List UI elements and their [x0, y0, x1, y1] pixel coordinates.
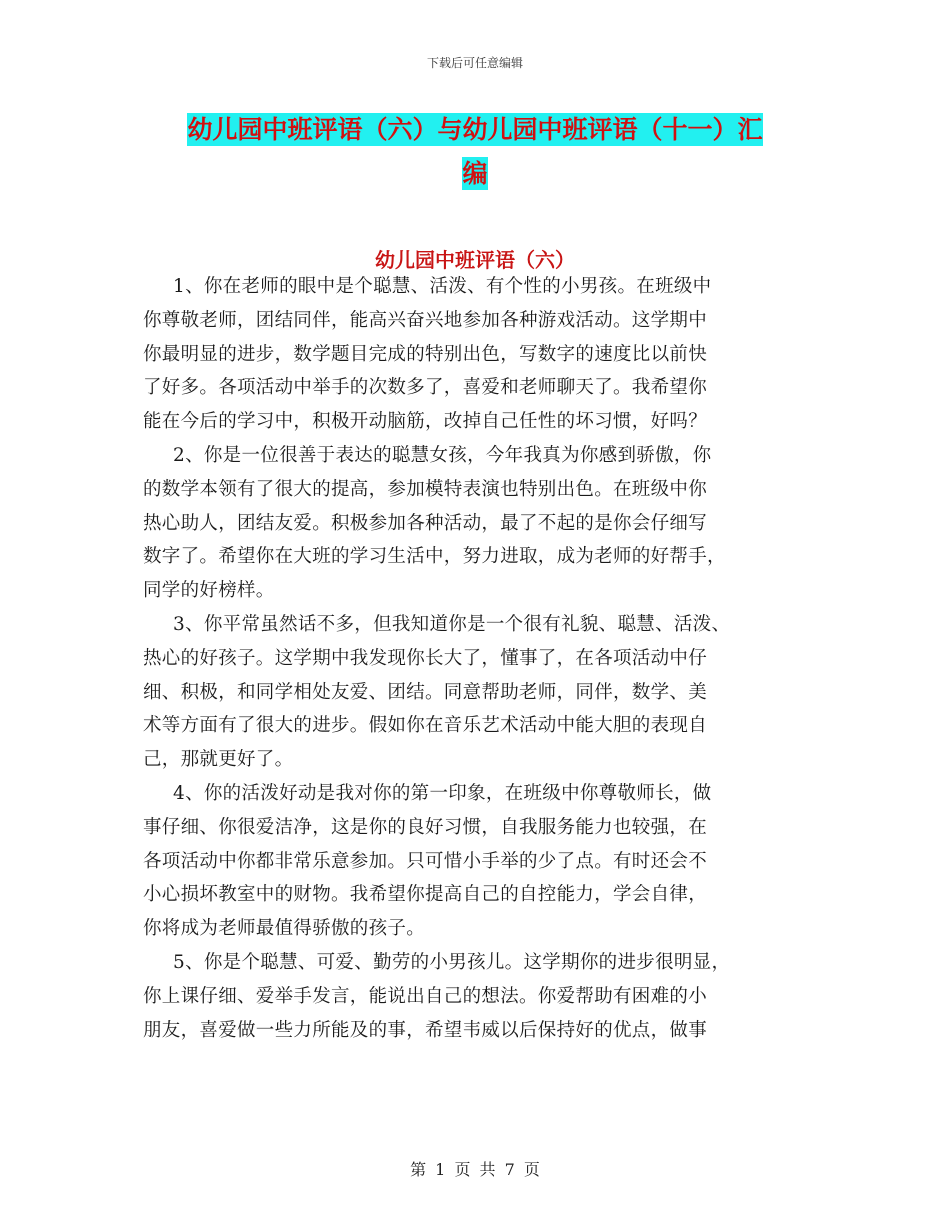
text-line: 朋友，喜爱做一些力所能及的事，希望韦威以后保持好的优点，做事 — [143, 1019, 708, 1041]
paragraph-2 — [143, 439, 833, 608]
text-line: 4、你的活泼好动是我对你的第一印象，在班级中你尊敬师长，做 — [173, 782, 712, 804]
title-line-1: 幼儿园中班评语（六）与幼儿园中班评语（十一）汇 — [187, 115, 763, 144]
text-line: 2、你是一位很善于表达的聪慧女孩，今年我真为你感到骄傲，你 — [173, 444, 712, 466]
text-line: 1、你在老师的眼中是个聪慧、活泼、有个性的小男孩。在班级中 — [173, 276, 712, 297]
text-line: 了好多。各项活动中举手的次数多了，喜爱和老师聊天了。我希望你 — [143, 377, 708, 399]
header-note: 下载后可任意编辑 — [426, 56, 523, 70]
text-line: 的数学本领有了很大的提高，参加模特表演也特别出色。在班级中你 — [143, 478, 708, 500]
text-line: 热心的好孩子。这学期中我发现你长大了，懂事了，在各项活动中仔 — [143, 647, 708, 669]
text-line: 事仔细、你很爱洁净，这是你的良好习惯，自我服务能力也较强，在 — [143, 816, 708, 838]
text-line: 热心助人，团结友爱。积极参加各种活动，最了不起的是你会仔细写 — [143, 512, 708, 534]
text-line: 3、你平常虽然话不多，但我知道你是一个很有礼貌、聪慧、活泼、 — [173, 613, 731, 635]
text-line: 数字了。希望你在大班的学习生活中，努力进取，成为老师的好帮手， — [143, 546, 726, 568]
text-line: 你尊敬老师，团结同伴，能高兴奋兴地参加各种游戏活动。这学期中 — [143, 309, 708, 331]
text-line: 各项活动中你都非常乐意参加。只可惜小手举的少了点。有时还会不 — [143, 850, 708, 872]
text-line: 你上课仔细、爱举手发言，能说出自己的想法。你爱帮助有困难的小 — [143, 985, 708, 1007]
text-line: 5、你是个聪慧、可爱、勤劳的小男孩儿。这学期你的进步很明显， — [173, 951, 731, 973]
title-line-2: 编 — [462, 159, 488, 188]
paragraph-3 — [143, 608, 833, 777]
text-line: 己，那就更好了。 — [143, 749, 294, 771]
text-line: 细、积极，和同学相处友爱、团结。同意帮助老师，同伴，数学、美 — [143, 681, 708, 703]
text-line: 能在今后的学习中，积极开动脑筋，改掉自己任性的坏习惯，好吗？ — [143, 411, 708, 433]
document-body — [143, 270, 833, 1047]
text-line: 你将成为老师最值得骄傲的孩子。 — [143, 918, 426, 940]
text-line: 同学的好榜样。 — [143, 580, 275, 602]
text-line: 术等方面有了很大的进步。假如你在音乐艺术活动中能大胆的表现自 — [143, 715, 708, 737]
paragraph-5 — [143, 946, 833, 1047]
paragraph-1 — [143, 270, 833, 439]
document-title — [0, 108, 950, 196]
section-title: 幼儿园中班评语（六） — [375, 248, 575, 272]
text-line: 你最明显的进步，数学题目完成的特别出色，写数字的速度比以前快 — [143, 343, 708, 365]
paragraph-4 — [143, 777, 833, 946]
text-line: 小心损坏教室中的财物。我希望你提高自己的自控能力，学会自律， — [143, 884, 708, 906]
page-footer: 第 1 页 共 7 页 — [410, 1160, 540, 1179]
